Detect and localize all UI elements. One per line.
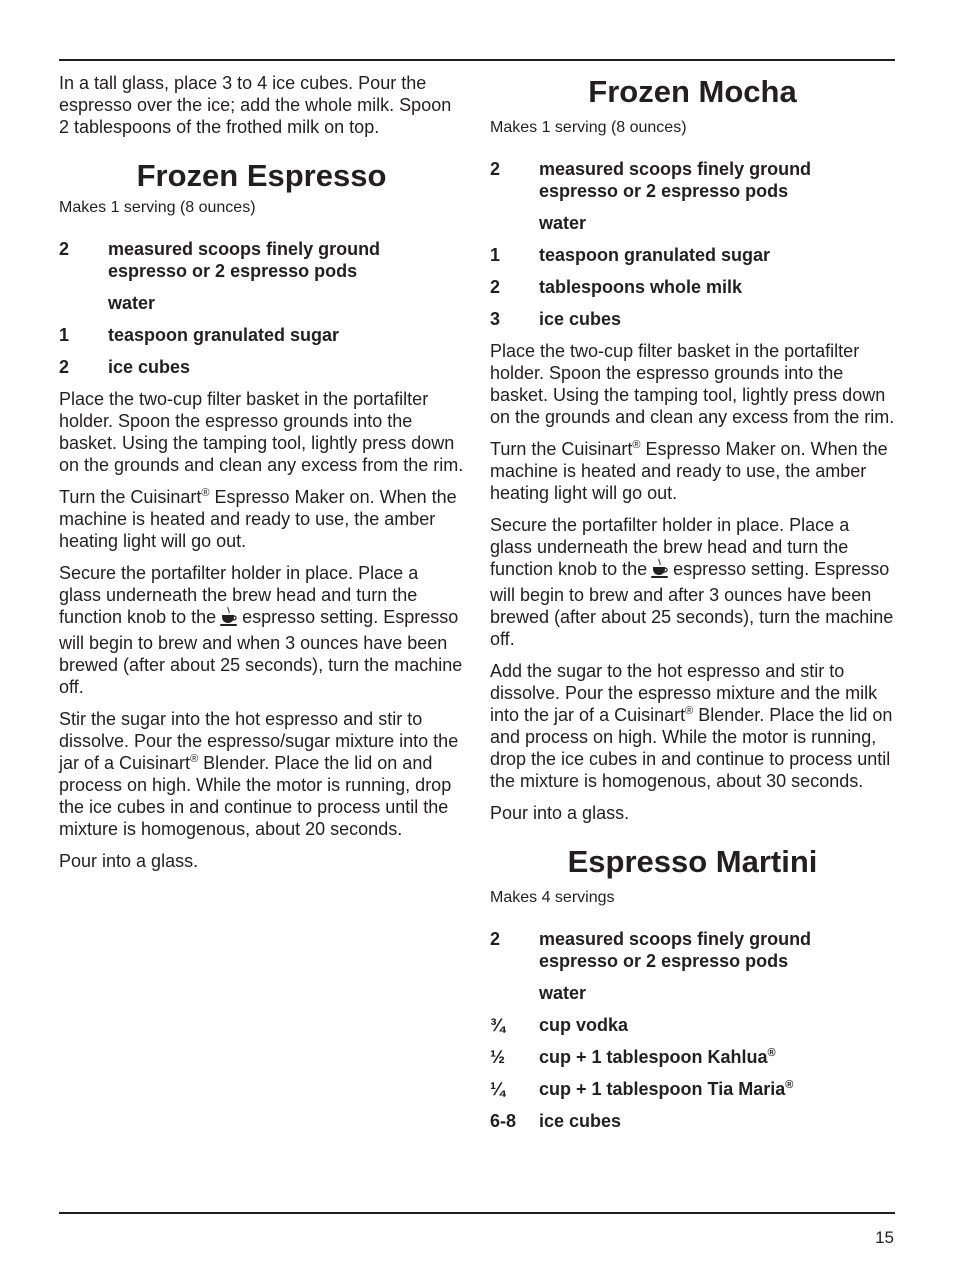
espresso-cup-icon	[220, 607, 238, 632]
step-text: Blender. Place the lid on and process on high. While the motor is running, drop the ice cubes in and continue to process until the mixture is homogenous, about 30 seconds.	[490, 705, 893, 791]
espresso-martini-ingredients	[490, 928, 895, 1132]
frozen-mocha-step-2	[490, 438, 895, 504]
ingredient-item	[490, 308, 895, 330]
step-text: Stir the sugar into the hot espresso and stir to dissolve. Pour the espresso/sugar mixture into the jar of a Cuisinart	[59, 709, 459, 773]
registered-mark: ®	[767, 1047, 776, 1059]
step-text: Blender. Place the lid on and process on high. While the motor is running, drop the ice cubes in and continue to process until the mixture is homogenous, about 20 seconds.	[59, 753, 452, 839]
ingredient-item	[490, 244, 895, 266]
ingredient-item	[490, 1078, 895, 1100]
frozen-espresso-title: Frozen Espresso	[136, 158, 387, 193]
espresso-cup-icon	[651, 559, 669, 584]
frozen-mocha-step-4	[490, 660, 895, 792]
ingredient-text: water	[539, 213, 587, 233]
frozen-espresso-step-3	[59, 562, 464, 698]
frozen-mocha-serves: Makes 1 serving (8 ounces)	[490, 119, 687, 136]
ingredient-item	[490, 928, 895, 972]
step-text: Add the sugar to the hot espresso and stir to dissolve. Pour the espresso mixture and the milk into the jar of a Cuisinart	[490, 661, 878, 725]
ingredient-qty: 2	[490, 159, 501, 179]
ingredient-text: measured scoops finely ground espresso or 2 espresso pods	[108, 239, 381, 281]
intro-paragraph: In a tall glass, place 3 to 4 ice cubes. Pour the espresso over the ice; add the whole milk. Spoon 2 tablespoons of the frothed milk on top.	[59, 73, 452, 137]
left-column	[59, 72, 464, 882]
ingredient-item	[59, 356, 464, 378]
frozen-espresso-step-2	[59, 486, 464, 552]
frozen-mocha-title: Frozen Mocha	[588, 74, 797, 109]
page-number: 15	[875, 1228, 894, 1247]
step-text: Turn the Cuisinart	[490, 439, 633, 459]
frozen-espresso-serves: Makes 1 serving (8 ounces)	[59, 199, 256, 216]
ingredient-item	[490, 1046, 895, 1068]
ingredient-item	[490, 212, 895, 234]
ingredient-item	[59, 238, 464, 282]
step-text: Secure the portafilter holder in place. Place a glass underneath the brew head and turn the function knob to the	[59, 563, 419, 627]
frozen-espresso-ingredients	[59, 238, 464, 378]
ingredient-label: measured scoops finely ground espresso or 2 espresso pods	[539, 929, 812, 971]
frozen-mocha-step-5: Pour into a glass.	[490, 803, 630, 823]
espresso-martini-title: Espresso Martini	[567, 844, 818, 879]
registered-mark: ®	[785, 1079, 794, 1091]
registered-mark: ®	[190, 753, 199, 765]
step-text: Secure the portafilter holder in place. Place a glass underneath the brew head and turn the function knob to the	[490, 515, 850, 579]
ingredient-item	[490, 982, 895, 1004]
ingredient-label: water	[539, 983, 587, 1003]
ingredient-item	[59, 292, 464, 314]
ingredient-item	[490, 276, 895, 298]
ingredient-qty: 1	[490, 245, 501, 265]
ingredient-text	[539, 1046, 895, 1068]
right-column	[490, 72, 895, 1142]
frozen-espresso-step-4	[59, 708, 464, 840]
ingredient-qty: ¼	[490, 1079, 506, 1099]
ingredient-qty: 3	[490, 309, 501, 329]
step-text: Espresso Maker on. When the machine is heated and ready to use, the amber heating light will go out.	[59, 487, 457, 551]
ingredient-text: ice cubes	[108, 357, 191, 377]
ingredient-qty: 2	[490, 277, 501, 297]
registered-mark: ®	[685, 705, 694, 717]
frozen-mocha-step-1: Place the two-cup filter basket in the portafilter holder. Spoon the espresso grounds into the basket. Using the tamping tool, lightly press down on the grounds and clean any excess from the rim.	[490, 341, 895, 427]
bottom-rule	[59, 1212, 895, 1214]
step-text: espresso setting. Espresso will begin to brew and when 3 ounces have been brewed (after about 25 seconds), turn the machine off.	[59, 607, 463, 697]
ingredient-qty: ½	[490, 1047, 506, 1067]
step-text: Espresso Maker on. When the machine is heated and ready to use, the amber heating light will go out.	[490, 439, 888, 503]
ingredient-qty: 2	[59, 239, 70, 259]
ingredient-item	[490, 158, 895, 202]
ingredient-text: teaspoon granulated sugar	[108, 325, 340, 345]
ingredient-label: cup + 1 tablespoon Tia Maria	[539, 1079, 786, 1099]
espresso-martini-serves: Makes 4 servings	[490, 889, 615, 906]
ingredient-label: ice cubes	[539, 1111, 622, 1131]
ingredient-label: cup + 1 tablespoon Kahlua	[539, 1047, 768, 1067]
ingredient-qty	[59, 292, 108, 314]
ingredient-label: cup vodka	[539, 1015, 629, 1035]
ingredient-text: ice cubes	[539, 309, 622, 329]
ingredient-qty	[490, 212, 539, 234]
ingredient-qty: 2	[59, 357, 70, 377]
registered-mark: ®	[201, 487, 210, 499]
ingredient-text: water	[108, 293, 156, 313]
frozen-mocha-step-3	[490, 514, 895, 650]
ingredient-text	[539, 1014, 895, 1036]
ingredient-qty: 1	[59, 325, 70, 345]
ingredient-item	[490, 1110, 895, 1132]
ingredient-text: teaspoon granulated sugar	[539, 245, 771, 265]
frozen-espresso-step-5: Pour into a glass.	[59, 851, 199, 871]
registered-mark: ®	[632, 439, 641, 451]
ingredient-text: measured scoops finely ground espresso or 2 espresso pods	[539, 159, 812, 201]
ingredient-qty: 6-8	[490, 1111, 517, 1131]
frozen-mocha-ingredients	[490, 158, 895, 330]
ingredient-qty: 2	[490, 929, 501, 949]
ingredient-text	[539, 928, 895, 972]
ingredient-item	[490, 1014, 895, 1036]
ingredient-text: tablespoons whole milk	[539, 277, 743, 297]
ingredient-text	[539, 982, 895, 1004]
frozen-espresso-step-1: Place the two-cup filter basket in the portafilter holder. Spoon the espresso grounds into the basket. Using the tamping tool, lightly press down on the grounds and clean any excess from the rim.	[59, 389, 464, 475]
ingredient-qty: ¾	[490, 1015, 506, 1035]
ingredient-text	[539, 1110, 895, 1132]
step-text: Turn the Cuisinart	[59, 487, 202, 507]
top-rule	[59, 59, 895, 61]
ingredient-item	[59, 324, 464, 346]
ingredient-qty	[490, 982, 539, 1004]
ingredient-text	[539, 1078, 895, 1100]
step-text: espresso setting. Espresso will begin to brew and after 3 ounces have been brewed (after about 25 seconds), turn the machine off.	[490, 559, 894, 649]
